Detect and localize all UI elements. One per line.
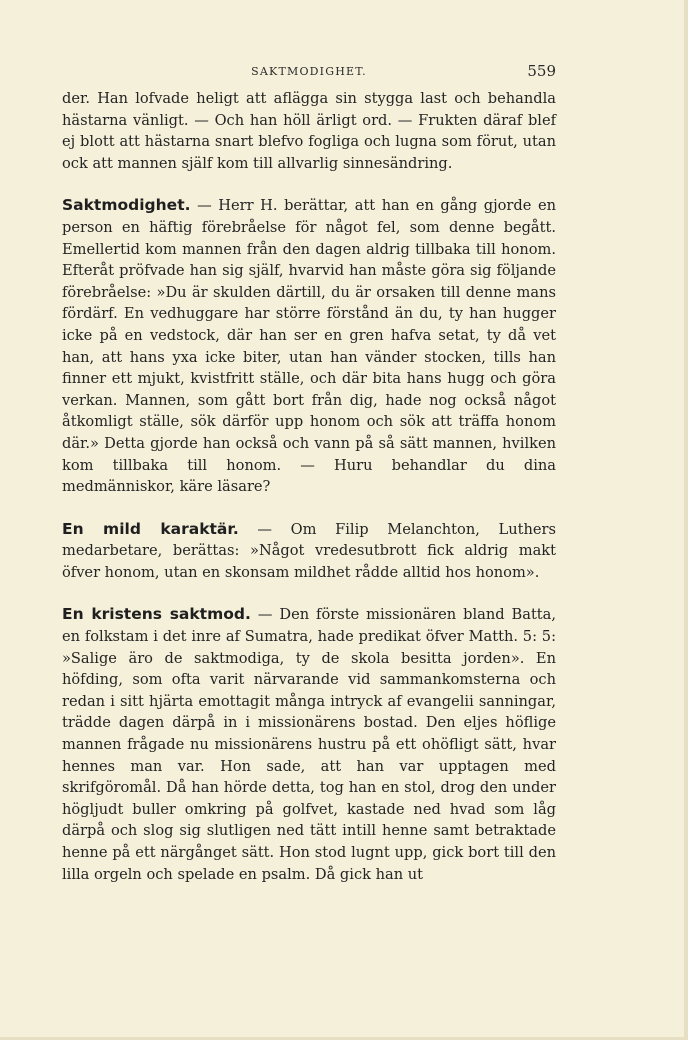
section-gap — [62, 174, 556, 195]
paragraph-intro-text: der. Han lofvade heligt att aflägga sin stygga last och behandla hästarna vänligt. — Och han höll ärligt ord. — Frukten däraf blef ej blott att hästarna snart blefvo fogliga och lugna som förut, utan ock att mannen själf kom till allvarlig sinnesändring. — [62, 90, 556, 172]
page-edge-right — [684, 0, 688, 1040]
heading-kristens-saktmod: En kristens saktmod. — [62, 605, 251, 624]
page-number: 559 — [527, 62, 556, 80]
paragraph-mild-karaktar — [62, 519, 556, 584]
page-header — [62, 62, 556, 82]
heading-saktmodighet: Saktmodighet. — [62, 196, 191, 215]
body-text — [62, 88, 556, 885]
paragraph-kristens-saktmod-text: — Den förste missionären bland Batta, en folkstam i det inre af Sumatra, hade predikat öfver Matth. 5: 5: »Salige äro de saktmodiga, ty de skola besitta jorden». En höfding, som ofta varit närvarande vid sammankomsterna och redan i sitt hjärta emottagit många intryck af evangelii sanningar, trädde dagen därpå in i missionärens bostad. Den eljes höflige mannen frågade nu missionärens hustru på ett ohöfligt sätt, hvar hennes man var. Hon sade, att han var upptagen med skrifgöromål. Då han hörde detta, tog han en stol, drog den under högljudt buller omkring på golfvet, kastade ned hvad som låg därpå och slog sig slutligen ned tätt intill henne samt betraktade henne på ett närgånget sätt. Hon stod lugnt upp, gick bort till den lilla orgeln och spelade en psalm. Då gick han ut — [62, 606, 557, 883]
paragraph-kristens-saktmod — [62, 604, 556, 885]
section-gap — [62, 583, 556, 604]
paragraph-mild-karaktar-text: — Om Filip Melanchton, Luthers medarbetare, berättas: »Något vredesutbrott fick aldrig makt öfver honom, utan en skonsam mildhet rådde alltid hos honom». — [62, 520, 556, 581]
section-gap — [62, 498, 556, 519]
paragraph-saktmodighet — [62, 195, 556, 497]
running-title: SAKTMODIGHET. — [251, 65, 367, 78]
paragraph-intro — [62, 88, 556, 174]
heading-mild-karaktar: En mild karaktär. — [62, 519, 239, 538]
paragraph-saktmodighet-text: — Herr H. berättar, att han en gång gjorde en person en häftig förebråelse för något fel, som denne begått. Emellertid kom mannen från den dagen aldrig tillbaka till honom. Efteråt pröfvade han sig själf, hvarvid han måste göra sig följande förebråelse: »Du är skulden därtill, du är orsaken till denne mans fördärf. En vedhuggare har större förstånd än du, ty han hugger icke på en vedstock, där han ser en gren hafva setat, ty då vet han, att hans yxa icke biter, utan han vänder stocken, tills han finner ett mjukt, kvistfritt ställe, och där bita hans hugg och göra verkan. Mannen, som gått bort från dig, hade nog också något åtkomligt ställe, sök därför upp honom och sök att träffa honom där.» Detta gjorde han också och vann på så sätt mannen, hvilken kom tillbaka till honom. — Huru behandlar du dina medmänniskor, käre läsare? — [62, 197, 556, 496]
